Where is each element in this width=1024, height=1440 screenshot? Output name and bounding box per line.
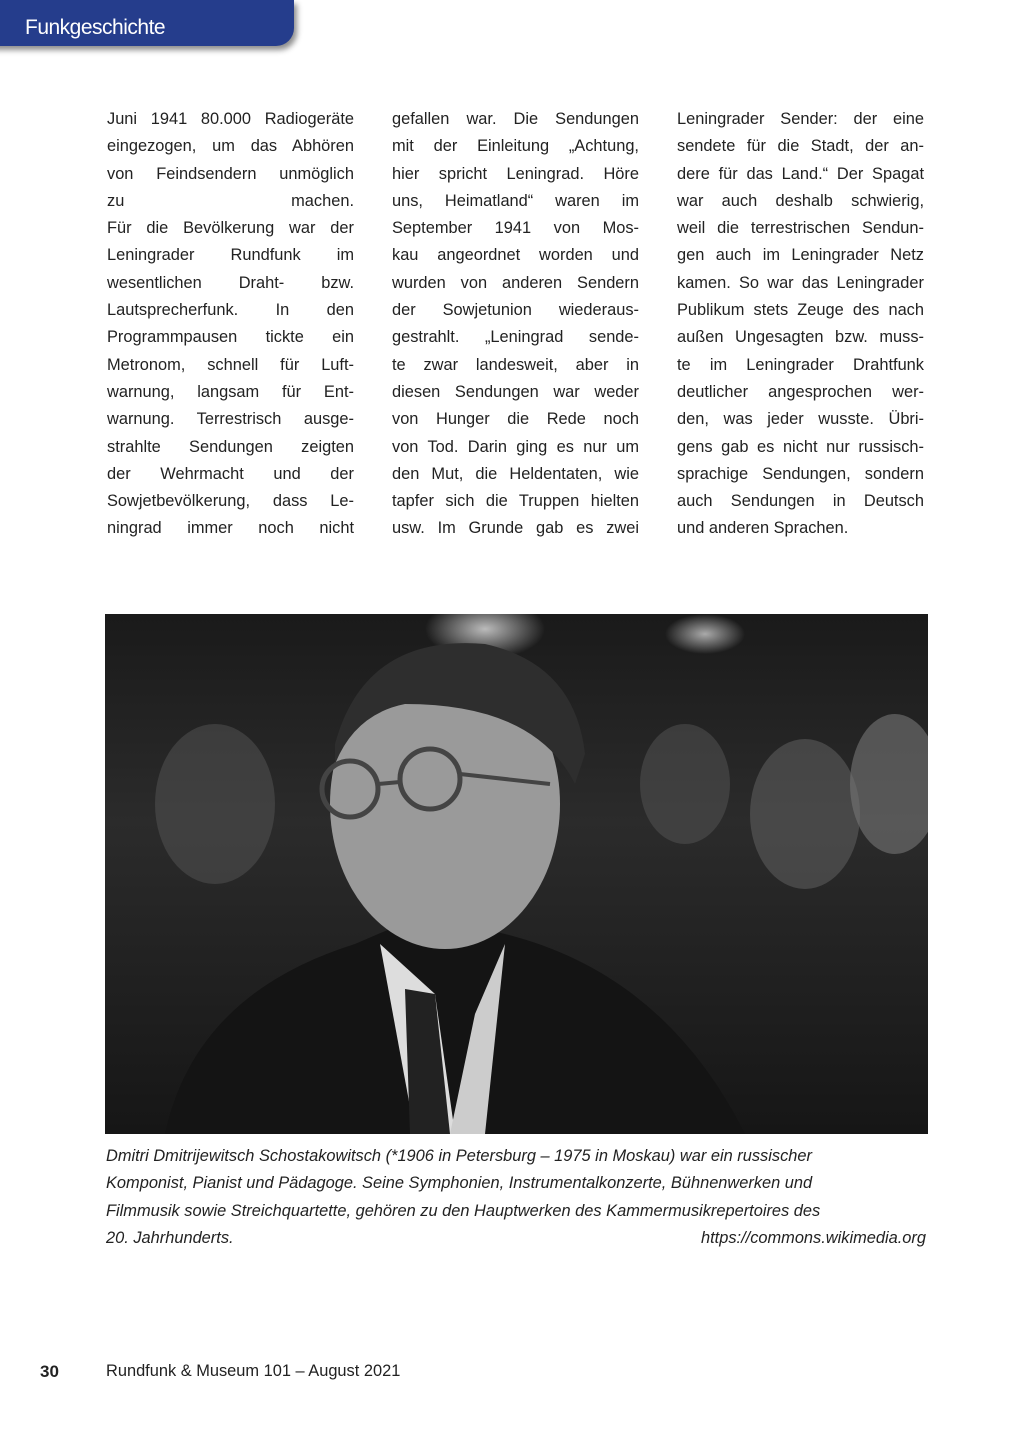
text-line: den, was jeder wusste. Übri-: [677, 410, 924, 429]
text-line: gestrahlt. „Leningrad sende-: [392, 328, 639, 347]
text-line: sprachige Sendungen, sondern: [677, 464, 924, 483]
text-line: kau angeordnet worden und: [392, 246, 639, 265]
caption-line: 20. Jahrhunderts.: [106, 1228, 234, 1247]
text-line: von Hunger die Rede noch: [392, 410, 639, 429]
caption-line: Dmitri Dmitrijewitsch Schostakowitsch (*1906 in Petersburg – 1975 in Moskau) war ein russischer: [106, 1147, 812, 1165]
text-line: der Wehrmacht und der: [107, 464, 354, 483]
text-line: gefallen war. Die Sendungen: [392, 110, 639, 128]
text-line: uns, Heimatland“ waren im: [392, 191, 639, 210]
text-line: war auch deshalb schwierig,: [677, 191, 924, 210]
text-line: weil die terrestrischen Sendun-: [677, 219, 924, 238]
text-line: te zwar landesweit, aber in: [392, 355, 639, 374]
text-line: wurden von anderen Sendern: [392, 273, 639, 292]
text-line: te im Leningrader Drahtfunk: [677, 355, 924, 374]
text-line: Programmpausen tickte ein: [107, 328, 354, 347]
text-line: Juni 1941 80.000 Radiogeräte: [107, 110, 354, 128]
text-line: von Feindsendern unmöglich: [107, 164, 354, 183]
text-line: hier spricht Leningrad. Höre: [392, 164, 639, 183]
section-title: Funkgeschichte: [25, 16, 166, 39]
publication-footer: Rundfunk & Museum 101 – August 2021: [106, 1362, 401, 1380]
text-line: zu machen.: [107, 191, 354, 210]
caption-line: Komponist, Pianist und Pädagoge. Seine Symphonien, Instrumentalkonzerte, Bühnenwerken und: [106, 1174, 813, 1193]
text-line: Für die Bevölkerung war der: [107, 219, 354, 238]
text-column-2: [392, 106, 639, 543]
text-line: außen Ungesagten bzw. muss-: [677, 328, 924, 347]
text-line: wesentlichen Draht- bzw.: [107, 273, 354, 292]
text-line: von Tod. Darin ging es nur um: [392, 437, 639, 456]
photo-source-link[interactable]: https://commons.wikimedia.org: [701, 1228, 926, 1247]
text-line: deutlicher angesprochen wer-: [677, 382, 924, 401]
text-line: mit der Einleitung „Achtung,: [392, 137, 639, 156]
photo-caption: [106, 1143, 926, 1252]
text-line: strahlte Sendungen zeigten: [107, 437, 354, 456]
page-number: 30: [40, 1362, 59, 1381]
text-line: September 1941 von Mos-: [392, 219, 639, 238]
text-line: auch Sendungen in Deutsch: [677, 492, 924, 511]
text-line: den Mut, die Heldentaten, wie: [392, 464, 639, 483]
text-line: Sowjetbevölkerung, dass Le-: [107, 492, 354, 511]
text-line: sendete für die Stadt, der an-: [677, 137, 924, 156]
text-line: Metronom, schnell für Luft-: [107, 355, 354, 374]
text-line: eingezogen, um das Abhören: [107, 137, 354, 156]
caption-line: Filmmusik sowie Streichquartette, gehören zu den Hauptwerken des Kammermusikrepertoires des: [106, 1201, 821, 1220]
text-line: tapfer sich die Truppen hielten: [392, 492, 639, 511]
text-line: diesen Sendungen war weder: [392, 382, 639, 401]
section-tab: [0, 0, 294, 46]
text-line: warnung. Terrestrisch ausge-: [107, 410, 354, 429]
text-line: Leningrader Sender: der eine: [677, 110, 924, 128]
text-line: gens gab es nicht nur russisch-: [677, 437, 924, 456]
text-line: Leningrader Rundfunk im: [107, 246, 354, 265]
text-line: kamen. So war das Leningrader: [677, 273, 924, 292]
text-line: warnung, langsam für Ent-: [107, 382, 354, 401]
text-line: und anderen Sprachen.: [677, 519, 849, 538]
text-line: der Sowjetunion wiederaus-: [392, 301, 639, 320]
text-line: dere für das Land.“ Der Spagat: [677, 164, 924, 183]
text-line: gen auch im Leningrader Netz: [677, 246, 924, 265]
text-line: Lautsprecherfunk. In den: [107, 301, 354, 320]
text-column-1: [107, 106, 354, 543]
text-column-3: [677, 106, 924, 543]
text-line: ningrad immer noch nicht: [107, 519, 354, 538]
text-line: Publikum stets Zeuge des nach: [677, 301, 924, 320]
portrait-photo: [105, 614, 928, 1134]
text-line: usw. Im Grunde gab es zwei: [392, 519, 639, 538]
